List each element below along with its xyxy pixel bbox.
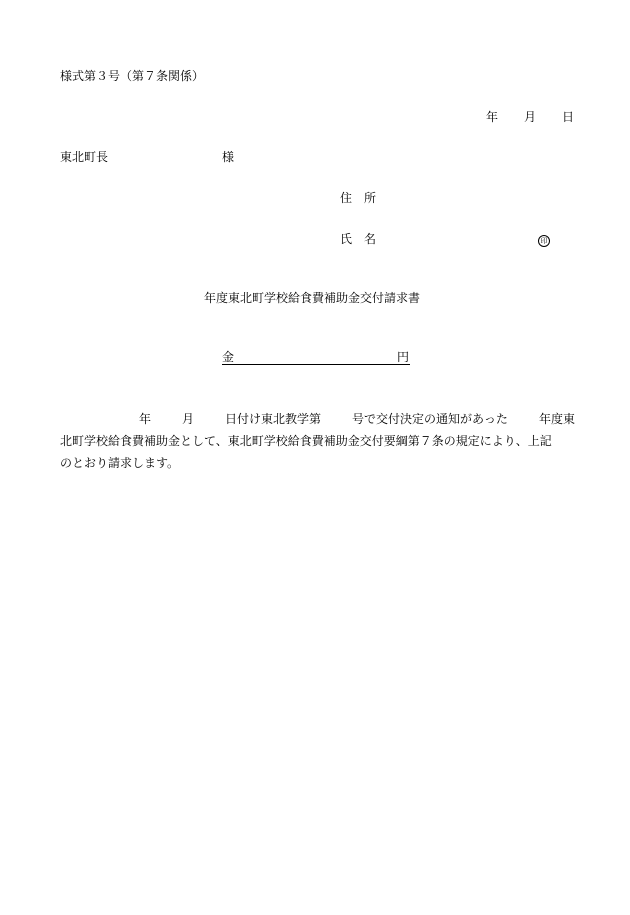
body-fiscal-text: 年度東 xyxy=(538,412,575,426)
amount-suffix: 円 xyxy=(397,350,410,364)
body-line-1 xyxy=(60,408,575,430)
body-line-2 xyxy=(60,430,575,452)
form-number: 様式第３号（第７条関係） xyxy=(60,69,205,83)
request-body xyxy=(60,408,575,474)
date-day-label: 日 xyxy=(562,110,575,124)
document-title: 年度東北町学校給食費補助金交付請求書 xyxy=(204,291,421,305)
date-month-label: 月 xyxy=(524,110,537,124)
body-line-3-text: のとおり請求します。 xyxy=(60,456,180,470)
date-year-label: 年 xyxy=(486,110,499,124)
blank-era xyxy=(60,408,108,430)
body-month-label: 月 xyxy=(182,412,195,426)
applicant-name-label: 氏 名 xyxy=(340,232,377,246)
addressee-name: 東北町長 xyxy=(60,150,109,164)
body-line-2-text: 北町学校給食費補助金として、東北町学校給食費補助金交付要綱第７条の規定により、上記 xyxy=(60,434,552,448)
body-notice-text: 号で交付決定の通知があった xyxy=(352,412,508,426)
body-year-label: 年 xyxy=(139,412,152,426)
body-dated-text: 日付け東北教学第 xyxy=(225,412,322,426)
applicant-address-label: 住 所 xyxy=(340,191,377,205)
addressee-honorific: 様 xyxy=(222,150,235,164)
amount-underline xyxy=(222,364,410,365)
body-line-3 xyxy=(60,452,575,474)
seal-mark-icon xyxy=(538,233,550,247)
amount-prefix: 金 xyxy=(222,350,235,364)
seal-mark-text: 印 xyxy=(538,235,550,247)
